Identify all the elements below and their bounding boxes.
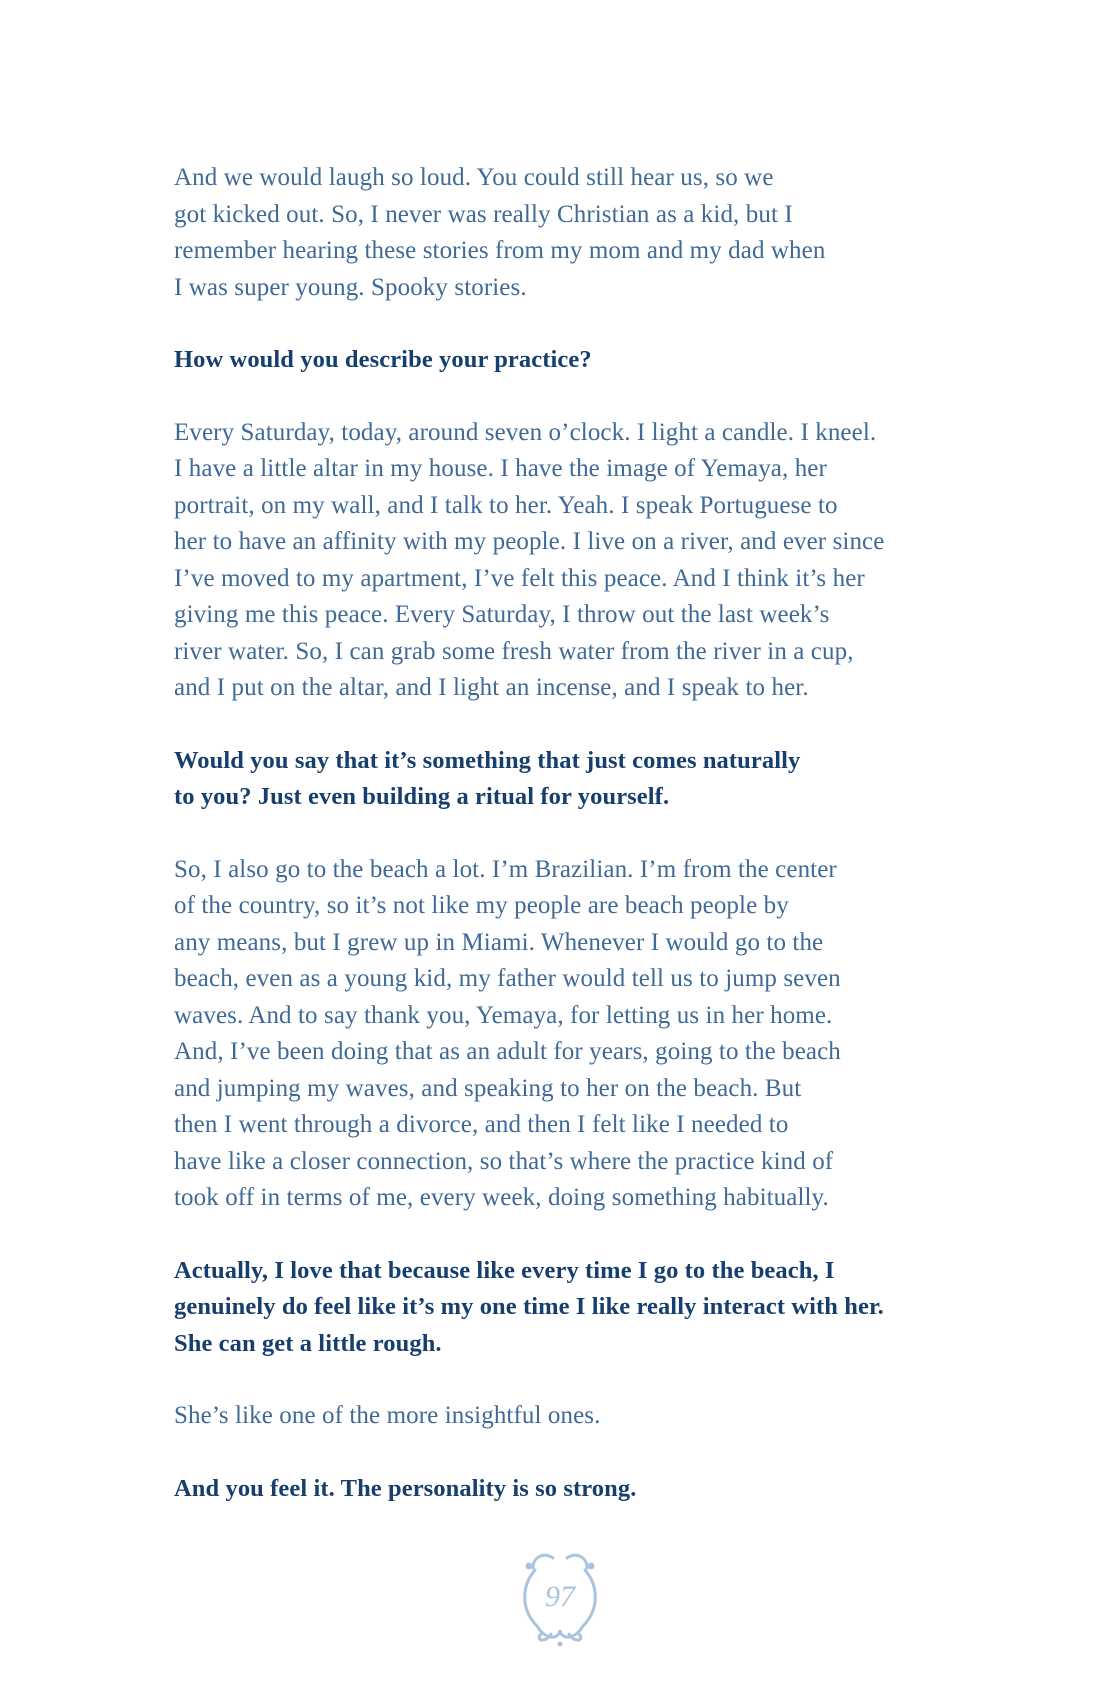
text-line: She can get a little rough.: [174, 1329, 442, 1357]
text-line: I have a little altar in my house. I have the image of Yemaya, her: [174, 455, 827, 482]
text-line: genuinely do feel like it’s my one time I like really interact with her.: [174, 1293, 884, 1320]
ornament-dot: [526, 1563, 533, 1570]
text-line: any means, but I grew up in Miami. Whenever I would go to the: [174, 928, 824, 956]
text-line: of the country, so it’s not like my people are beach people by: [174, 892, 789, 919]
ornament-flourish-bottom: [537, 1626, 583, 1640]
text-line: portrait, on my wall, and I talk to her. Yeah. I speak Portuguese to: [174, 491, 838, 519]
text-line: So, I also go to the beach a lot. I’m Brazilian. I’m from the center: [174, 855, 837, 883]
interview-answer: [174, 852, 964, 1217]
text-line: have like a closer connection, so that’s where the practice kind of: [174, 1147, 834, 1175]
page-number: 97: [545, 1580, 575, 1613]
interview-answer: [174, 415, 964, 707]
text-line: I was super young. Spooky stories.: [174, 273, 527, 301]
text-line: And we would laugh so loud. You could still hear us, so we: [174, 164, 774, 191]
ornament-dot: [588, 1563, 595, 1570]
text-line: waves. And to say thank you, Yemaya, for letting us in her home.: [174, 1001, 833, 1029]
text-line: got kicked out. So, I never was really Christian as a kid, but I: [174, 200, 793, 228]
interview-answer: [174, 1398, 964, 1435]
text-line: And you feel it. The personality is so strong.: [174, 1474, 637, 1502]
text-line: her to have an affinity with my people. I live on a river, and ever since: [174, 528, 885, 555]
ornament-flourish-top: [533, 1555, 587, 1568]
interview-question: [174, 1253, 964, 1363]
text-line: then I went through a divorce, and then I felt like I needed to: [174, 1111, 789, 1138]
text-line: remember hearing these stories from my mom and my dad when: [174, 237, 826, 264]
interview-answer: [174, 160, 964, 306]
interview-question: [174, 1471, 964, 1508]
text-line: How would you describe your practice?: [174, 346, 592, 373]
text-line: to you? Just even building a ritual for yourself.: [174, 783, 670, 810]
text-line: Every Saturday, today, around seven o’clock. I light a candle. I kneel.: [174, 418, 877, 446]
text-line: And, I’ve been doing that as an adult for years, going to the beach: [174, 1038, 841, 1065]
text-line: beach, even as a young kid, my father would tell us to jump seven: [174, 965, 841, 992]
interview-question: [174, 342, 964, 379]
document-body: [174, 160, 964, 1543]
interview-question: [174, 743, 964, 816]
text-line: and I put on the altar, and I light an incense, and I speak to her.: [174, 674, 809, 701]
ornament-dot: [558, 1642, 563, 1647]
text-line: giving me this peace. Every Saturday, I throw out the last week’s: [174, 601, 830, 628]
text-line: Would you say that it’s something that just comes naturally: [174, 746, 801, 774]
text-line: and jumping my waves, and speaking to her on the beach. But: [174, 1074, 802, 1102]
text-line: river water. So, I can grab some fresh water from the river in a cup,: [174, 637, 854, 665]
text-line: took off in terms of me, every week, doing something habitually.: [174, 1184, 829, 1211]
page-number-ornament: [515, 1548, 605, 1648]
text-line: I’ve moved to my apartment, I’ve felt this peace. And I think it’s her: [174, 564, 865, 592]
text-line: She’s like one of the more insightful ones.: [174, 1402, 601, 1429]
text-line: Actually, I love that because like every time I go to the beach, I: [174, 1256, 835, 1284]
